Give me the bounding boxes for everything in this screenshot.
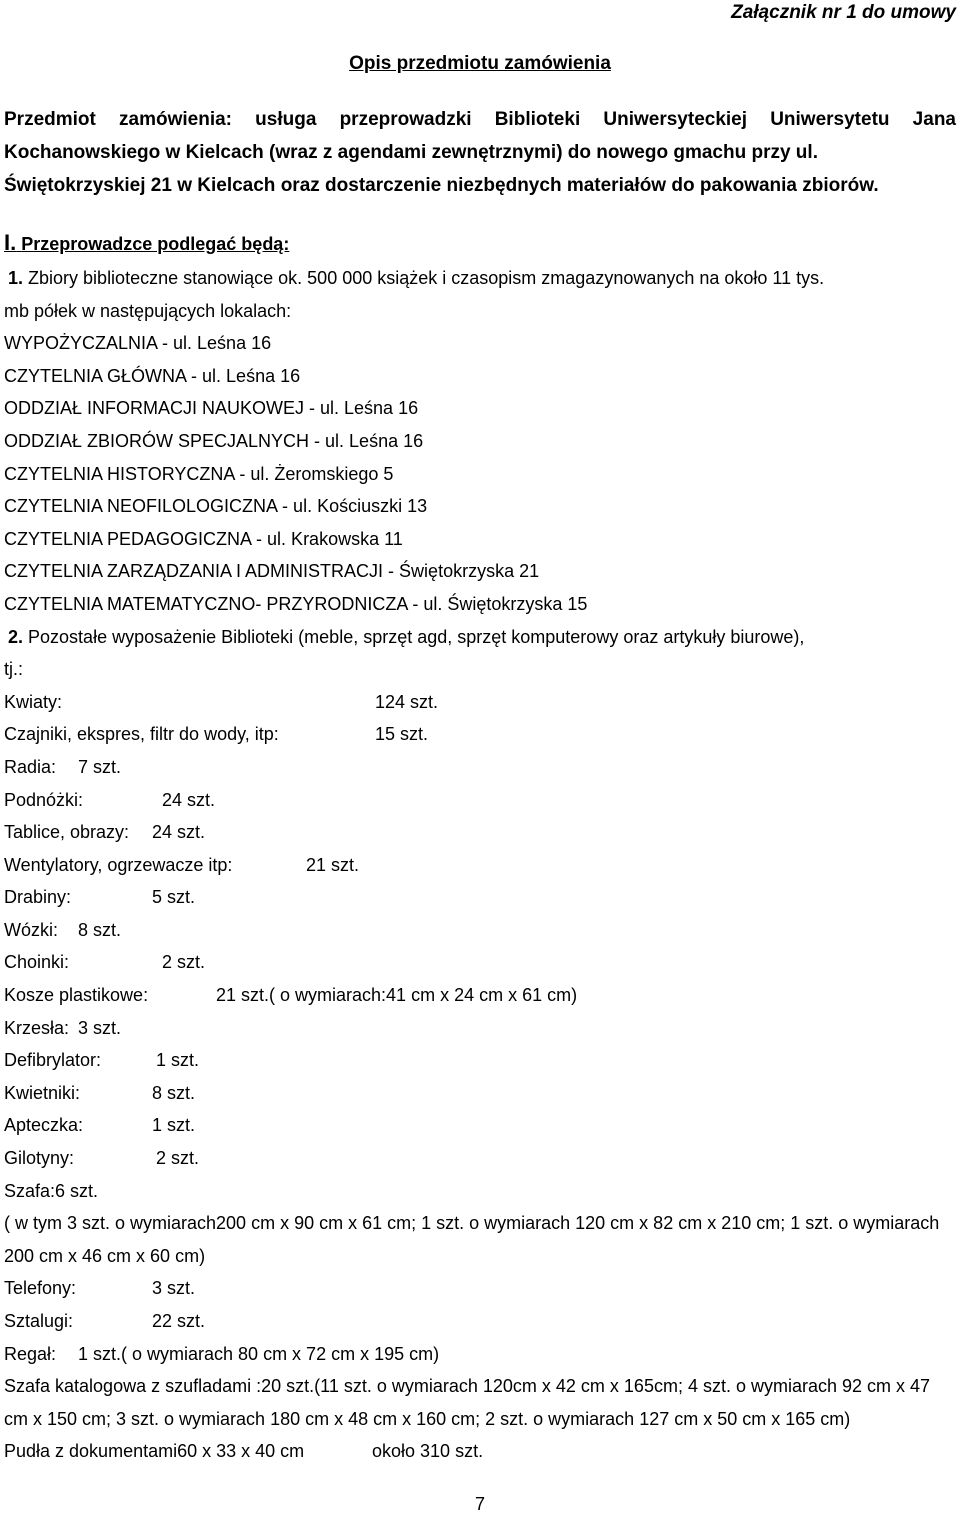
equipment-item — [4, 1142, 954, 1175]
point-1-text-a: Zbiory biblioteczne stanowiące ok. 500 000 książek i czasopism zmagazynowanych na około 11 tys. — [28, 268, 825, 288]
catalog-cabinet-paragraph: Szafa katalogowa z szufladami :20 szt.(11 szt. o wymiarach 120cm x 42 cm x 165cm; 4 szt. o wymiarach 92 cm x 47 cm x 150 cm; 3 szt. o wymiarach 180 cm x 48 cm x 160 cm; 2 szt. o wymiarach 127 cm x 50 cm x 165 cm) — [4, 1376, 931, 1429]
item-quantity: 1 szt. — [156, 1050, 200, 1071]
item-quantity: 1 szt.( o wymiarach 80 cm x 72 cm x 195 cm) — [78, 1343, 440, 1364]
location-item: ODDZIAŁ ZBIORÓW SPECJALNYCH - ul. Leśna 16 — [4, 430, 424, 451]
location-item: CZYTELNIA MATEMATYCZNO- PRZYRODNICZA - ul. Świętokrzyska 15 — [4, 593, 588, 614]
section-heading — [4, 230, 289, 256]
equipment-item — [4, 979, 954, 1012]
szafa-line: Szafa:6 szt. — [4, 1180, 99, 1201]
equipment-item — [4, 1305, 954, 1338]
item-label: Sztalugi: — [4, 1311, 74, 1331]
equipment-item — [4, 816, 954, 849]
document-title: Opis przedmiotu zamówienia — [349, 53, 611, 74]
equipment-item — [4, 946, 954, 979]
point-2-line-b: tj.: — [4, 659, 24, 680]
subject-paragraph — [4, 103, 956, 202]
item-quantity: 3 szt. — [78, 1017, 122, 1038]
item-quantity: 1 szt. — [152, 1115, 196, 1136]
item-quantity: 15 szt. — [375, 724, 429, 745]
item-label: Kosze plastikowe: — [4, 985, 149, 1006]
item-quantity: 7 szt. — [78, 756, 122, 777]
item-quantity: 2 szt. — [156, 1148, 200, 1169]
item-label: Apteczka: — [4, 1115, 84, 1136]
equipment-item — [4, 849, 954, 882]
point-2-number: 2. — [8, 626, 24, 647]
item-label: Defibrylator: — [4, 1050, 102, 1071]
point-1-line-b: mb półek w następujących lokalach: — [4, 300, 292, 321]
item-label: Kwiaty: — [4, 691, 63, 712]
szafa-detail: ( w tym 3 szt. o wymiarach200 cm x 90 cm x 61 cm; 1 szt. o wymiarach 120 cm x 82 cm x 210 cm; 1 szt. o wymiarach 200 cm x 46 cm x 60 cm) — [4, 1213, 940, 1266]
equipment-item — [4, 718, 954, 751]
item-label: Radia: — [4, 756, 57, 777]
equipment-item — [4, 881, 954, 914]
location-item: CZYTELNIA ZARZĄDZANIA I ADMINISTRACJI - Świętokrzyska 21 — [4, 561, 540, 582]
item-quantity: 2 szt. — [162, 952, 206, 973]
item-label: Czajniki, ekspres, filtr do wody, itp: — [4, 724, 279, 745]
item-quantity: 3 szt. — [152, 1278, 196, 1299]
subject-line-2: Świętokrzyskiej 21 w Kielcach oraz dostarczenie niezbędnych materiałów do pakowania zbiorów. — [4, 175, 879, 196]
item-label: Regał: — [4, 1343, 57, 1364]
item-label: Drabiny: — [4, 887, 72, 908]
item-label: Choinki: — [4, 952, 70, 973]
section-title: Przeprowadzce podlegać będą: — [21, 234, 290, 254]
equipment-item — [4, 1044, 954, 1077]
equipment-item — [4, 1338, 954, 1371]
location-item: CZYTELNIA NEOFILOLOGICZNA - ul. Kościuszki 13 — [4, 496, 428, 517]
item-label: Krzesła: — [4, 1017, 70, 1038]
item-label: Wentylatory, ogrzewacze itp: — [4, 854, 233, 875]
location-item: ODDZIAŁ INFORMACJI NAUKOWEJ - ul. Leśna 16 — [4, 398, 419, 419]
equipment-item — [4, 1012, 954, 1045]
equipment-item — [4, 914, 954, 947]
equipment-item — [4, 1109, 954, 1142]
subject-line-1: Przedmiot zamówienia: usługa przeprowadzki Biblioteki Uniwersyteckiej Uniwersytetu Jana Kochanowskiego w Kielcach (wraz z agendami zewnętrznymi) do nowego gmachu przy ul. — [4, 109, 956, 163]
equipment-item — [4, 751, 954, 784]
item-label: Tablice, obrazy: — [4, 822, 130, 843]
item-label: Podnóżki: — [4, 789, 84, 810]
item-label: Kwietniki: — [4, 1082, 81, 1103]
equipment-item — [4, 1272, 954, 1305]
location-item: CZYTELNIA HISTORYCZNA - ul. Żeromskiego 5 — [4, 463, 394, 484]
point-2-line-a — [4, 621, 954, 654]
page-number: 7 — [474, 1494, 485, 1514]
document-body — [4, 262, 954, 1468]
location-item: CZYTELNIA PEDAGOGICZNA - ul. Krakowska 11 — [4, 528, 403, 549]
annex-label: Załącznik nr 1 do umowy — [731, 2, 956, 23]
item-label: Telefony: — [4, 1278, 77, 1299]
item-quantity: 21 szt.( o wymiarach:41 cm x 24 cm x 61 cm) — [216, 985, 578, 1006]
point-1-line-a — [4, 262, 954, 295]
point-2-text-a: Pozostałe wyposażenie Biblioteki (meble, sprzęt agd, sprzęt komputerowy oraz artykuły biurowe), — [28, 626, 805, 647]
item-quantity: 8 szt. — [78, 919, 122, 940]
item-label: Pudła z dokumentami60 x 33 x 40 cm — [4, 1441, 305, 1462]
item-label: Wózki: — [4, 919, 58, 940]
equipment-item — [4, 686, 954, 719]
item-quantity: około 310 szt. — [372, 1441, 484, 1462]
location-item: WYPOŻYCZALNIA - ul. Leśna 16 — [4, 333, 272, 354]
item-quantity: 22 szt. — [152, 1311, 206, 1331]
item-quantity: 124 szt. — [375, 691, 439, 712]
point-1-number: 1. — [8, 268, 24, 288]
section-number: I. — [4, 230, 17, 255]
equipment-item — [4, 1077, 954, 1110]
item-quantity: 24 szt. — [162, 789, 216, 810]
equipment-item — [4, 784, 954, 817]
equipment-item — [4, 1435, 954, 1468]
location-item: CZYTELNIA GŁÓWNA - ul. Leśna 16 — [4, 365, 301, 386]
item-label: Gilotyny: — [4, 1148, 75, 1169]
item-quantity: 21 szt. — [306, 854, 360, 875]
item-quantity: 8 szt. — [152, 1082, 196, 1103]
item-quantity: 24 szt. — [152, 822, 206, 843]
item-quantity: 5 szt. — [152, 887, 196, 908]
